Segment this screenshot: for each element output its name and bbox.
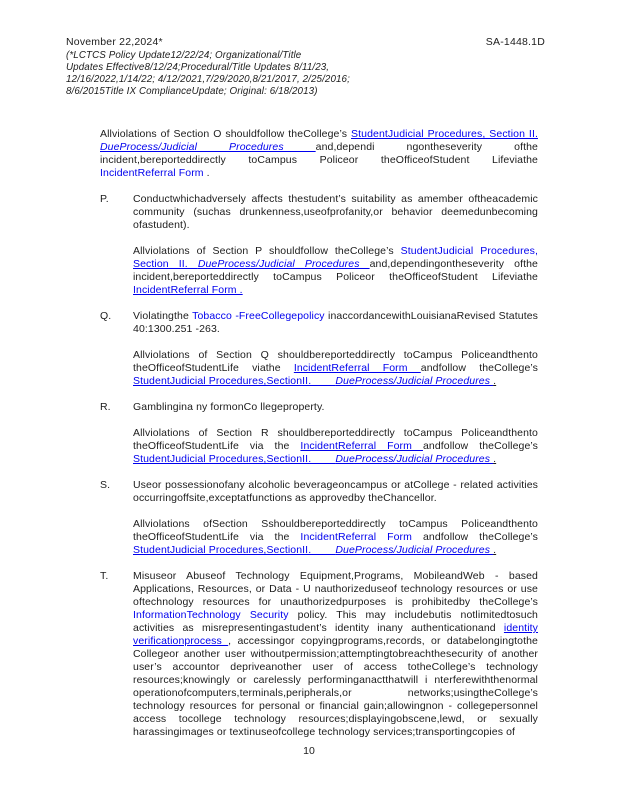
item-paragraphs — [133, 570, 538, 752]
due-process-judicial-procedures-link[interactable]: DueProcess/Judicial Procedures — [197, 258, 370, 270]
text-run: Useor possessionofany alcoholic beverageoncampus or atCollege - related activities occurringoffsite,exceptatfunctions as approvedby theChancellor. — [133, 479, 538, 504]
section-o-paragraph — [100, 128, 538, 180]
item-label: P. — [100, 193, 109, 205]
text-run: Violatingthe — [133, 310, 193, 322]
text-run: . — [203, 167, 210, 179]
revision-note-line: 8/6/2015Title IX ComplianceUpdate; Original: 6/18/2013) — [66, 86, 318, 97]
student-judicial-procedures-link[interactable]: StudentJudicial Procedures,SectionII. — [133, 453, 336, 465]
list-item-r — [100, 401, 538, 479]
list-item-s — [100, 479, 538, 570]
page-number: 10 — [303, 745, 315, 757]
due-process-judicial-procedures-link[interactable]: DueProcess/Judicial Procedures — [335, 544, 494, 556]
header-date: November 22,2024* — [66, 36, 163, 48]
text-run: Gamblingina ny formonCo llegeproperty. — [133, 401, 325, 413]
item-label: R. — [100, 401, 111, 413]
incident-referral-form-link[interactable]: IncidentReferral Form — [293, 362, 421, 374]
due-process-judicial-procedures-link[interactable]: DueProcess/Judicial Procedures — [335, 453, 494, 465]
due-process-judicial-procedures-link[interactable]: DueProcess/Judicial Procedures — [335, 375, 494, 387]
text-run: Allviolations of Section Q shouldbereporteddirectly toCampus Policeandthento theOfficeofStudentLife viathe — [133, 349, 538, 374]
item-report-instructions — [133, 349, 538, 388]
text-run: . — [493, 453, 497, 465]
document-body — [100, 128, 538, 752]
item-description — [133, 479, 538, 505]
text-run: inaccordancewithLouisianaRevised Statutes 40:1300.251 -263. — [133, 310, 538, 335]
item-label: S. — [100, 479, 111, 491]
item-report-instructions — [133, 245, 538, 297]
list-item-t — [100, 570, 538, 752]
text-run: andfollow theCollege’s — [422, 440, 538, 452]
student-judicial-procedures-link[interactable]: StudentJudicial Procedures, — [400, 245, 538, 257]
student-judicial-procedures-link[interactable]: StudentJudicial Procedures, Section II. — [351, 128, 538, 140]
text-run: Allviolations of Section P shouldfollow theCollege’s — [133, 245, 401, 257]
text-run: , accessingor copyingprograms,records, or databelongingtothe Collegeor another user withoutpermission;attemptingtobreachthesecurity of another user’s accountor depriveanother user of access totheCollege’s technology resources;knowingly or carelessly performinganactthatwill i nterferewiththenormal operationofcomputers,terminals,peripherals,or networks;usingtheCollege’s technology resources for personal or financial gain;allowingnon - collegepersonnel access tocollege technology resources;displayingobscene,lewd, or sexually harassingimages or textinuseofcollege technology services;transportingcopies of — [133, 635, 539, 738]
text-run: and,dependingontheseverity ofthe incident,bereporteddirectly toCampus Policeor theOfficeofStudent Lifeviathe — [133, 258, 538, 283]
item-label: T. — [100, 570, 109, 582]
text-run: Allviolations of Section R shouldbereporteddirectly toCampus Policeandthento theOfficeofStudentLife via the — [133, 427, 538, 452]
item-report-instructions — [133, 518, 538, 557]
text-run: Conductwhichadversely affects thestudent’s suitability as amember oftheacademic community (suchas drunkenness,useofprofanity,or behavior deemedunbecoming ofastudent). — [133, 193, 538, 231]
list-item-q — [100, 310, 538, 401]
item-paragraphs — [133, 310, 538, 401]
identity-verification-process-link[interactable]: identity verificationprocess — [133, 622, 538, 647]
item-description — [133, 401, 538, 414]
item-description — [133, 310, 538, 336]
text-run: and,dependi ngontheseverity ofthe incident,bereporteddirectly toCampus Policeor theOfficeofStudent Lifeviathe — [100, 141, 538, 166]
student-judicial-procedures-link[interactable]: StudentJudicial Procedures,SectionII. — [133, 544, 336, 556]
item-description — [133, 570, 538, 739]
revision-note-line: 12/16/2022,1/14/22; 4/12/2021,7/29/2020,8/21/2017, 2/25/2016; — [66, 74, 350, 85]
text-run: Misuseor Abuseof Technology Equipment,Programs, MobileandWeb - based Applications, Resources, or Data - U nauthorizeduseof technology resources or use oftechnology resources for unauthorizedpurposes is prohibitedby theCollege’s — [133, 570, 538, 608]
header-doc-id: SA-1448.1D — [485, 36, 545, 48]
tobacco-free-college-policy-link[interactable]: Tobacco -FreeCollegepolicy — [192, 310, 325, 322]
item-paragraphs — [133, 193, 538, 310]
information-technology-security-link[interactable]: InformationTechnology Security — [133, 609, 289, 621]
item-label: Q. — [100, 310, 112, 322]
student-judicial-procedures-link[interactable]: StudentJudicial Procedures,SectionII. — [133, 375, 336, 387]
text-run: andfollow theCollege’s — [412, 531, 538, 543]
text-run: . — [493, 544, 497, 556]
text-run: andfollow theCollege’s — [420, 362, 538, 374]
revision-note-line: (*LCTCS Policy Update12/22/24; Organizational/Title — [66, 50, 302, 61]
section-ii-link[interactable]: Section II. — [133, 258, 198, 270]
item-description — [133, 193, 538, 232]
incident-referral-form-link[interactable]: IncidentReferral Form — [300, 440, 423, 452]
text-run: . — [493, 375, 497, 387]
revision-note — [66, 50, 618, 98]
incident-referral-form-link[interactable]: IncidentReferral Form . — [133, 284, 243, 296]
due-process-judicial-procedures-link[interactable]: DueProcess/Judicial Procedures — [100, 141, 316, 153]
text-run: Allviolations ofSection Sshouldbereporteddirectly toCampus Policeandthento theOfficeofStudentLife via the — [133, 518, 538, 543]
list-item-p — [100, 193, 538, 310]
text-run: Allviolations of Section O shouldfollow theCollege’s — [100, 128, 352, 140]
item-paragraphs — [133, 401, 538, 479]
page-header — [66, 36, 545, 48]
item-paragraphs — [133, 479, 538, 570]
item-report-instructions — [133, 427, 538, 466]
incident-referral-form-link[interactable]: IncidentReferral Form — [100, 167, 204, 179]
text-run: policy. This may includebutis notlimitedtosuch activities as misrepresentingastudent’s identity inany authenticationand — [133, 609, 538, 634]
revision-note-line: Updates Effective8/12/24;Procedural/Title Updates 8/11/23, — [66, 62, 330, 73]
incident-referral-form-link[interactable]: IncidentReferral Form — [300, 531, 412, 543]
